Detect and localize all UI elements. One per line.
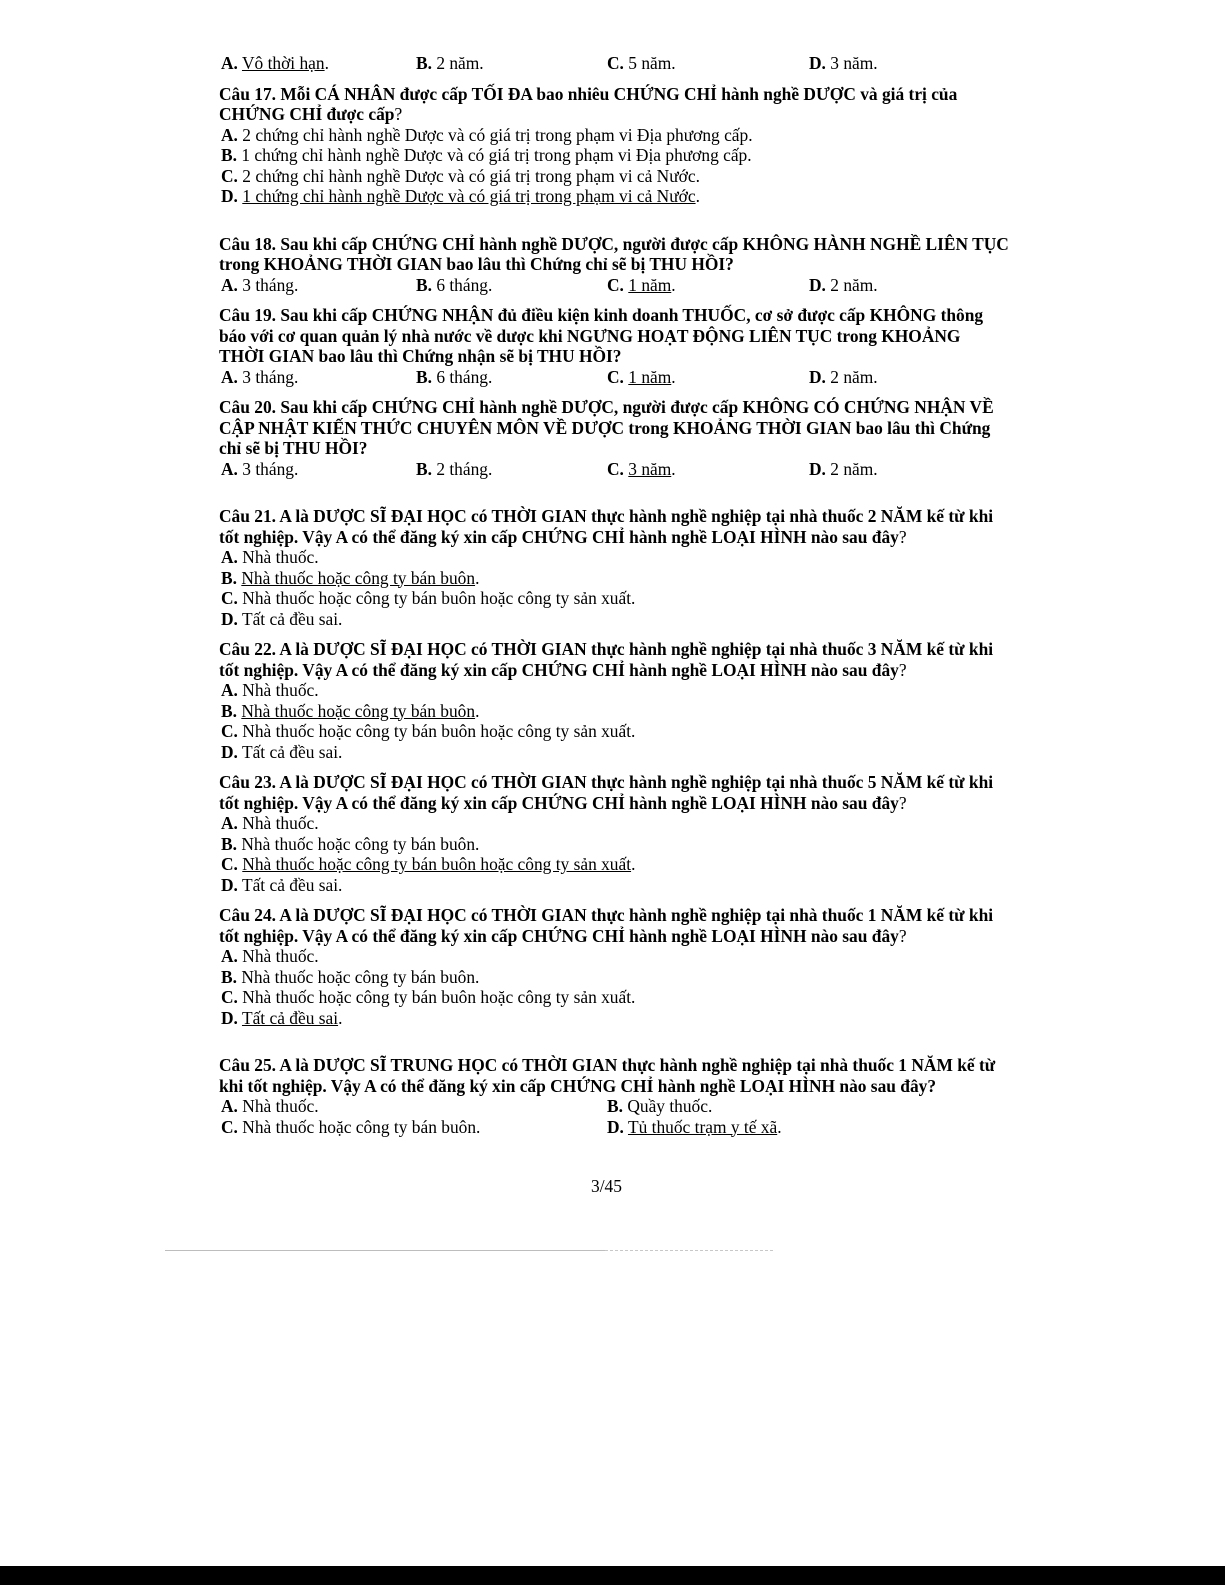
- answer-row: [219, 459, 1009, 480]
- option-c: C. 2 chứng chỉ hành nghề Dược và có giá trị trong phạm vi cả Nước.: [221, 165, 700, 186]
- option-d: D. Tất cả đều sai.: [221, 874, 343, 895]
- option-c: C. Nhà thuốc hoặc công ty bán buôn hoặc công ty sản xuất.: [221, 588, 636, 608]
- option-a: A. Nhà thuốc.: [221, 547, 319, 567]
- option-d: D. 3 năm.: [809, 53, 878, 73]
- option-a: A. 3 tháng.: [221, 274, 299, 295]
- question-text: Câu 24. A là DƯỢC SĨ ĐẠI HỌC có THỜI GIAN thực hành nghề nghiệp tại nhà thuốc 1 NĂM kế từ khi tốt nghiệp. Vậy A có thể đăng ký xin cấp CHỨNG CHỈ hành nghề LOẠI HÌNH nào sau đây?: [219, 905, 994, 946]
- option-c: C. Nhà thuốc hoặc công ty bán buôn hoặc công ty sản xuất.: [221, 854, 636, 874]
- option-c: C. Nhà thuốc hoặc công ty bán buôn hoặc công ty sản xuất.: [221, 987, 636, 1007]
- bottom-bar: [0, 1566, 1225, 1585]
- question-text: Câu 23. A là DƯỢC SĨ ĐẠI HỌC có THỜI GIAN thực hành nghề nghiệp tại nhà thuốc 5 NĂM kế từ khi tốt nghiệp. Vậy A có thể đăng ký xin cấp CHỨNG CHỈ hành nghề LOẠI HÌNH nào sau đây?: [219, 772, 994, 813]
- option-a: A. Nhà thuốc.: [221, 813, 319, 833]
- option-d: D. Tất cả đều sai.: [221, 1007, 343, 1028]
- option-a: A. Vô thời hạn.: [221, 53, 329, 73]
- question-text: Câu 21. A là DƯỢC SĨ ĐẠI HỌC có THỜI GIAN thực hành nghề nghiệp tại nhà thuốc 2 NĂM kế từ khi tốt nghiệp. Vậy A có thể đăng ký xin cấp CHỨNG CHỈ hành nghề LOẠI HÌNH nào sau đây?: [219, 506, 994, 547]
- option-d: D. Tủ thuốc trạm y tế xã.: [607, 1116, 782, 1137]
- page-divider: [165, 1250, 605, 1251]
- answer-row: [219, 275, 1009, 296]
- option-b: B. Nhà thuốc hoặc công ty bán buôn.: [221, 700, 480, 721]
- option-c: C. Nhà thuốc hoặc công ty bán buôn hoặc công ty sản xuất.: [221, 721, 636, 741]
- option-d: D. 2 năm.: [809, 366, 878, 387]
- question-text: Câu 25. A là DƯỢC SĨ TRUNG HỌC có THỜI GIAN thực hành nghề nghiệp tại nhà thuốc 1 NĂM kế từ khi tốt nghiệp. Vậy A có thể đăng ký xin cấp CHỨNG CHỈ hành nghề LOẠI HÌNH nào sau đây?: [219, 1055, 996, 1096]
- option-d: D. Tất cả đều sai.: [221, 741, 343, 762]
- page-divider-faint: [605, 1250, 773, 1251]
- option-b: B. 2 tháng.: [416, 458, 493, 479]
- page-number: 3/45: [591, 1176, 622, 1196]
- option-a: A. Nhà thuốc.: [221, 1096, 319, 1116]
- question-24: [219, 905, 1009, 1028]
- question-19: [219, 305, 1009, 387]
- question-23: [219, 772, 1009, 895]
- question-text: Câu 20. Sau khi cấp CHỨNG CHỈ hành nghề DƯỢC, người được cấp KHÔNG CÓ CHỨNG NHẬN VỀ CẬP NHẬT KIẾN THỨC CHUYÊN MÔN VỀ DƯỢC trong KHOẢNG THỜI GIAN bao lâu thì Chứng chỉ sẽ bị THU HỒI?: [219, 397, 994, 458]
- question-25: [219, 1055, 1009, 1137]
- question-22: [219, 639, 1009, 762]
- answer-row: [219, 1117, 1009, 1138]
- question-text: Câu 22. A là DƯỢC SĨ ĐẠI HỌC có THỜI GIAN thực hành nghề nghiệp tại nhà thuốc 3 NĂM kế từ khi tốt nghiệp. Vậy A có thể đăng ký xin cấp CHỨNG CHỈ hành nghề LOẠI HÌNH nào sau đây?: [219, 639, 994, 680]
- option-c: C. 3 năm.: [607, 458, 676, 479]
- option-b: B. 2 năm.: [416, 53, 484, 73]
- option-a: A. Nhà thuốc.: [221, 680, 319, 700]
- option-c: C. 1 năm.: [607, 366, 676, 387]
- option-b: B. 1 chứng chỉ hành nghề Dược và có giá trị trong phạm vi Địa phương cấp.: [221, 145, 752, 165]
- question-20: [219, 397, 1009, 479]
- question-text: Câu 18. Sau khi cấp CHỨNG CHỈ hành nghề DƯỢC, người được cấp KHÔNG HÀNH NGHỀ LIÊN TỤC trong KHOẢNG THỜI GIAN bao lâu thì Chứng chỉ sẽ bị THU HỒI?: [219, 233, 1009, 274]
- option-b: B. Nhà thuốc hoặc công ty bán buôn.: [221, 567, 480, 588]
- option-a: A. 3 tháng.: [221, 366, 299, 387]
- option-b: B. Nhà thuốc hoặc công ty bán buôn.: [221, 966, 480, 987]
- option-d: D. 2 năm.: [809, 458, 878, 479]
- option-d: D. Tất cả đều sai.: [221, 608, 343, 629]
- question-18: [219, 234, 1009, 296]
- page-content: [219, 53, 1009, 1137]
- option-b: B. Quầy thuốc.: [607, 1096, 713, 1116]
- question-text: Câu 17. Mỗi CÁ NHÂN được cấp TỐI ĐA bao nhiêu CHỨNG CHỈ hành nghề DƯỢC và giá trị của CHỨNG CHỈ được cấp?: [219, 83, 958, 124]
- answer-row: [219, 367, 1009, 388]
- option-a: A. 3 tháng.: [221, 458, 299, 479]
- option-a: A. Nhà thuốc.: [221, 946, 319, 966]
- option-b: B. 6 tháng.: [416, 274, 493, 295]
- option-c: C. 1 năm.: [607, 274, 676, 295]
- option-c: C. Nhà thuốc hoặc công ty bán buôn.: [221, 1116, 481, 1137]
- option-b: B. Nhà thuốc hoặc công ty bán buôn.: [221, 833, 480, 854]
- top-answer-row: [219, 53, 1009, 74]
- option-d: D. 1 chứng chỉ hành nghề Dược và có giá trị trong phạm vi cả Nước.: [221, 186, 700, 206]
- question-text: Câu 19. Sau khi cấp CHỨNG NHẬN đủ điều kiện kinh doanh THUỐC, cơ sở được cấp KHÔNG thông báo với cơ quan quản lý nhà nước về dược khi NGƯNG HOẠT ĐỘNG LIÊN TỤC trong KHOẢNG THỜI GIAN bao lâu thì Chứng nhận sẽ bị THU HỒI?: [219, 305, 984, 366]
- question-17: [219, 84, 1009, 207]
- option-d: D. 2 năm.: [809, 274, 878, 295]
- answer-row: [219, 1096, 1009, 1117]
- option-b: B. 6 tháng.: [416, 366, 493, 387]
- question-21: [219, 506, 1009, 629]
- option-c: C. 5 năm.: [607, 53, 676, 73]
- option-a: A. 2 chứng chỉ hành nghề Dược và có giá trị trong phạm vi Địa phương cấp.: [221, 124, 753, 145]
